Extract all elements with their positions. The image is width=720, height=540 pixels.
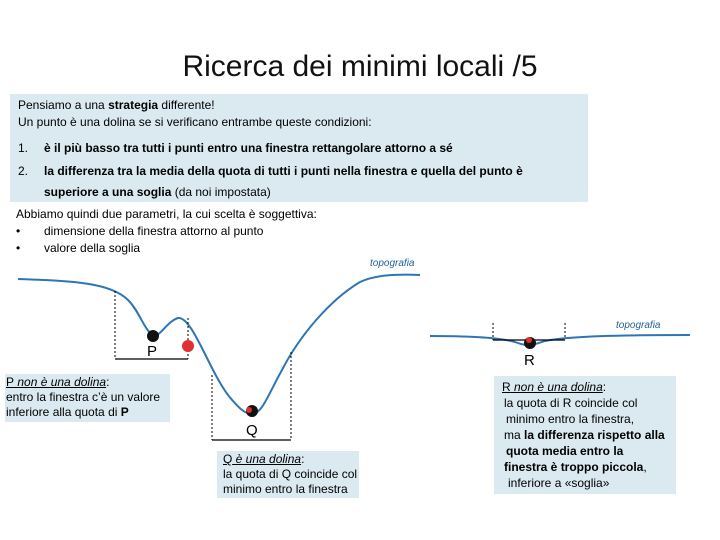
r-note-line-2: la quota di R coincide col — [504, 396, 638, 410]
condition-1-number: 1. — [18, 141, 29, 155]
param-item-threshold: valore della soglia — [44, 241, 141, 255]
q-note-line-2: la quota di Q coincide col — [223, 467, 358, 481]
bullet-1: • — [16, 224, 21, 238]
point-r-red — [526, 337, 532, 343]
intro-line-2: Un punto è una dolina se si verificano entrambe queste condizioni: — [18, 115, 372, 129]
condition-1-text: è il più basso tra tutti i punti entro una finestra rettangolare attorno a sé — [44, 141, 453, 155]
r-note-line-1: R non è una dolina: — [502, 380, 607, 394]
r-note-line-7: inferiore a «soglia» — [508, 476, 610, 490]
p-note-box — [5, 374, 170, 422]
condition-2-number: 2. — [18, 164, 29, 178]
bullet-2: • — [16, 241, 21, 255]
q-note-line-3: minimo entro la finestra — [223, 482, 348, 496]
q-note-box — [217, 451, 359, 498]
topography-label-right: topografia — [616, 320, 661, 331]
p-note-line-3: inferiore alla quota di P — [6, 405, 129, 419]
point-p-red — [182, 340, 194, 352]
r-note-box — [494, 376, 676, 494]
page-title: Ricerca dei minimi locali /5 — [182, 50, 538, 83]
point-q-red — [246, 407, 252, 413]
intro-line-1: Pensiamo a una strategia differente! — [18, 98, 215, 112]
point-q-label: Q — [246, 422, 258, 439]
condition-2-text: la differenza tra la media della quota di tutti i punti nella finestra e quella del punto è — [44, 164, 523, 178]
p-note-line-1: P non è una dolina: — [6, 375, 110, 389]
condition-2-text-continued: superiore a una soglia (da noi impostata) — [44, 185, 271, 199]
r-note-line-3: minimo entro la finestra, — [506, 412, 635, 426]
r-note-line-5: quota media entro la — [506, 444, 624, 458]
param-item-window: dimensione della finestra attorno al punto — [44, 224, 264, 238]
point-r-label: R — [524, 352, 535, 369]
r-note-line-4: ma la differenza rispetto alla — [504, 428, 665, 442]
p-note-line-2: entro la finestra c’è un valore — [6, 390, 161, 404]
point-p-label: P — [147, 343, 158, 360]
point-p — [147, 330, 159, 342]
r-note-line-6: finestra è troppo piccola, — [504, 460, 647, 474]
params-intro: Abbiamo quindi due parametri, la cui scelta è soggettiva: — [16, 207, 317, 221]
topography-label-main: topografia — [370, 258, 415, 269]
q-note-line-1: Q è una dolina: — [223, 452, 305, 466]
